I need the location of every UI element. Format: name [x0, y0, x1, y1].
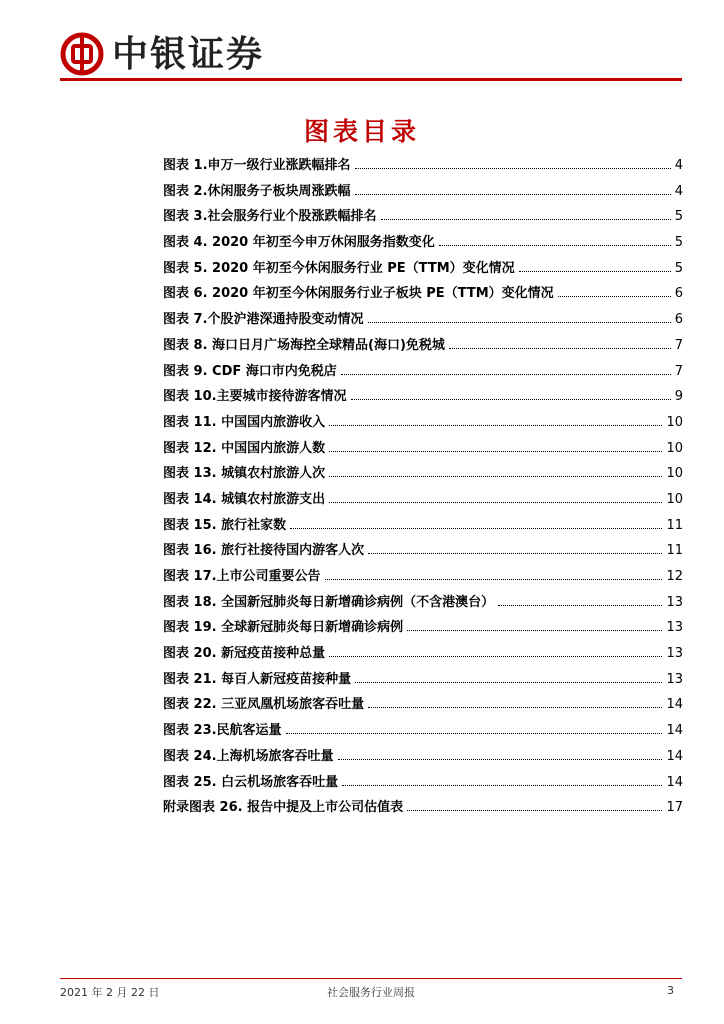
toc-entry[interactable] [163, 334, 683, 360]
toc-list [163, 154, 683, 822]
toc-entry[interactable] [163, 180, 683, 206]
toc-dot-leader [355, 194, 671, 195]
toc-entry-page: 14 [666, 723, 683, 739]
toc-entry-label: 图表 19. 全球新冠肺炎每日新增确诊病例 [163, 620, 404, 636]
toc-entry-label: 图表 22. 三亚凤凰机场旅客吞吐量 [163, 697, 365, 713]
brand-name: 中银证券 [112, 33, 265, 75]
toc-entry[interactable] [163, 796, 683, 822]
toc-entry-page: 13 [666, 646, 683, 662]
toc-entry-page: 14 [666, 748, 683, 764]
toc-dot-leader [342, 785, 662, 786]
toc-entry-label: 图表 7.个股沪港深通持股变动情况 [163, 312, 364, 328]
toc-entry[interactable] [163, 565, 683, 591]
toc-entry[interactable] [163, 745, 683, 771]
footer-date: 2021 年 2 月 22 日 [60, 986, 160, 999]
footer-divider [60, 978, 682, 979]
toc-dot-leader [286, 733, 663, 734]
toc-entry[interactable] [163, 462, 683, 488]
toc-entry-label: 图表 20. 新冠疫苗接种总量 [163, 646, 326, 662]
toc-entry[interactable] [163, 771, 683, 797]
toc-dot-leader [368, 322, 671, 323]
toc-dot-leader [519, 271, 671, 272]
toc-entry-page: 7 [674, 337, 683, 353]
toc-entry-label: 图表 25. 白云机场旅客吞吐量 [163, 774, 339, 790]
toc-entry[interactable] [163, 642, 683, 668]
toc-entry[interactable] [163, 591, 683, 617]
toc-entry-page: 17 [666, 800, 683, 816]
toc-dot-leader [381, 219, 671, 220]
toc-entry-label: 图表 10.主要城市接待游客情况 [163, 389, 347, 405]
toc-entry-page: 13 [666, 671, 683, 687]
toc-entry[interactable] [163, 539, 683, 565]
toc-entry-page: 5 [674, 209, 683, 225]
toc-entry-page: 5 [674, 235, 683, 251]
toc-entry-label: 图表 14. 城镇农村旅游支出 [163, 491, 326, 507]
toc-entry[interactable] [163, 437, 683, 463]
toc-entry[interactable] [163, 385, 683, 411]
toc-entry-page: 13 [666, 620, 683, 636]
toc-entry[interactable] [163, 154, 683, 180]
toc-dot-leader [355, 168, 671, 169]
toc-dot-leader [329, 425, 662, 426]
toc-dot-leader [407, 810, 662, 811]
footer-page-number: 3 [667, 984, 674, 997]
toc-entry-page: 11 [666, 517, 683, 533]
toc-entry-page: 5 [674, 260, 683, 276]
toc-entry-page: 14 [666, 774, 683, 790]
toc-entry-label: 图表 4. 2020 年初至今申万休闲服务指数变化 [163, 235, 435, 251]
toc-entry-label: 图表 9. CDF 海口市内免税店 [163, 363, 337, 379]
toc-dot-leader [355, 682, 662, 683]
toc-entry-page: 9 [674, 389, 683, 405]
toc-entry-page: 6 [674, 286, 683, 302]
toc-dot-leader [329, 656, 662, 657]
toc-dot-leader [407, 630, 662, 631]
toc-entry-page: 4 [674, 158, 683, 173]
toc-entry[interactable] [163, 514, 683, 540]
toc-entry-page: 6 [674, 312, 683, 328]
bank-of-china-logo-icon [60, 32, 104, 76]
toc-entry-label: 附录图表 26. 报告中提及上市公司估值表 [163, 800, 404, 816]
toc-entry-page: 10 [666, 491, 683, 507]
toc-entry[interactable] [163, 719, 683, 745]
toc-entry-label: 图表 2.休闲服务子板块周涨跌幅 [163, 183, 351, 199]
toc-entry-label: 图表 16. 旅行社接待国内游客人次 [163, 543, 365, 559]
footer-title: 社会服务行业周报 [327, 986, 415, 999]
toc-entry[interactable] [163, 231, 683, 257]
toc-entry-page: 10 [666, 466, 683, 482]
toc-entry-page: 12 [666, 569, 683, 584]
toc-entry-label: 图表 6. 2020 年初至今休闲服务行业子板块 PE（TTM）变化情况 [163, 286, 554, 302]
toc-dot-leader [341, 374, 671, 375]
report-header [60, 26, 680, 82]
toc-entry-label: 图表 8. 海口日月广场海控全球精品(海口)免税城 [163, 337, 445, 353]
toc-title: 图表目录 [303, 117, 420, 146]
toc-entry[interactable] [163, 282, 683, 308]
toc-entry[interactable] [163, 488, 683, 514]
toc-dot-leader [290, 528, 662, 529]
toc-entry-page: 10 [666, 440, 683, 456]
toc-entry[interactable] [163, 616, 683, 642]
toc-dot-leader [338, 759, 663, 760]
toc-dot-leader [498, 605, 662, 606]
toc-entry-page: 11 [666, 543, 683, 559]
toc-entry-page: 7 [674, 363, 683, 379]
toc-dot-leader [439, 245, 671, 246]
toc-entry-label: 图表 5. 2020 年初至今休闲服务行业 PE（TTM）变化情况 [163, 260, 515, 276]
toc-dot-leader [329, 451, 662, 452]
toc-entry-page: 10 [666, 414, 683, 430]
toc-dot-leader [351, 399, 671, 400]
toc-entry[interactable] [163, 411, 683, 437]
toc-entry[interactable] [163, 205, 683, 231]
toc-entry-label: 图表 12. 中国国内旅游人数 [163, 440, 326, 456]
toc-entry-label: 图表 18. 全国新冠肺炎每日新增确诊病例（不含港澳台） [163, 594, 495, 610]
toc-entry[interactable] [163, 308, 683, 334]
toc-entry-label: 图表 17.上市公司重要公告 [163, 569, 321, 584]
toc-dot-leader [368, 707, 662, 708]
toc-entry-page: 13 [666, 594, 683, 610]
toc-dot-leader [449, 348, 671, 349]
toc-dot-leader [329, 476, 662, 477]
toc-dot-leader [558, 296, 671, 297]
toc-dot-leader [325, 579, 663, 580]
toc-entry[interactable] [163, 257, 683, 283]
toc-entry-label: 图表 3.社会服务行业个股涨跌幅排名 [163, 209, 377, 225]
toc-dot-leader [368, 553, 662, 554]
toc-entry-label: 图表 23.民航客运量 [163, 723, 282, 739]
toc-entry-page: 4 [674, 183, 683, 199]
toc-entry-label: 图表 1.申万一级行业涨跌幅排名 [163, 158, 351, 173]
toc-entry-label: 图表 21. 每百人新冠疫苗接种量 [163, 671, 352, 687]
toc-entry[interactable] [163, 668, 683, 694]
header-divider [60, 78, 682, 81]
toc-entry-page: 14 [666, 697, 683, 713]
toc-entry-label: 图表 15. 旅行社家数 [163, 517, 287, 533]
toc-entry[interactable] [163, 693, 683, 719]
toc-entry[interactable] [163, 360, 683, 386]
toc-entry-label: 图表 24.上海机场旅客吞吐量 [163, 748, 334, 764]
toc-entry-label: 图表 13. 城镇农村旅游人次 [163, 466, 326, 482]
toc-entry-label: 图表 11. 中国国内旅游收入 [163, 414, 326, 430]
toc-dot-leader [329, 502, 662, 503]
